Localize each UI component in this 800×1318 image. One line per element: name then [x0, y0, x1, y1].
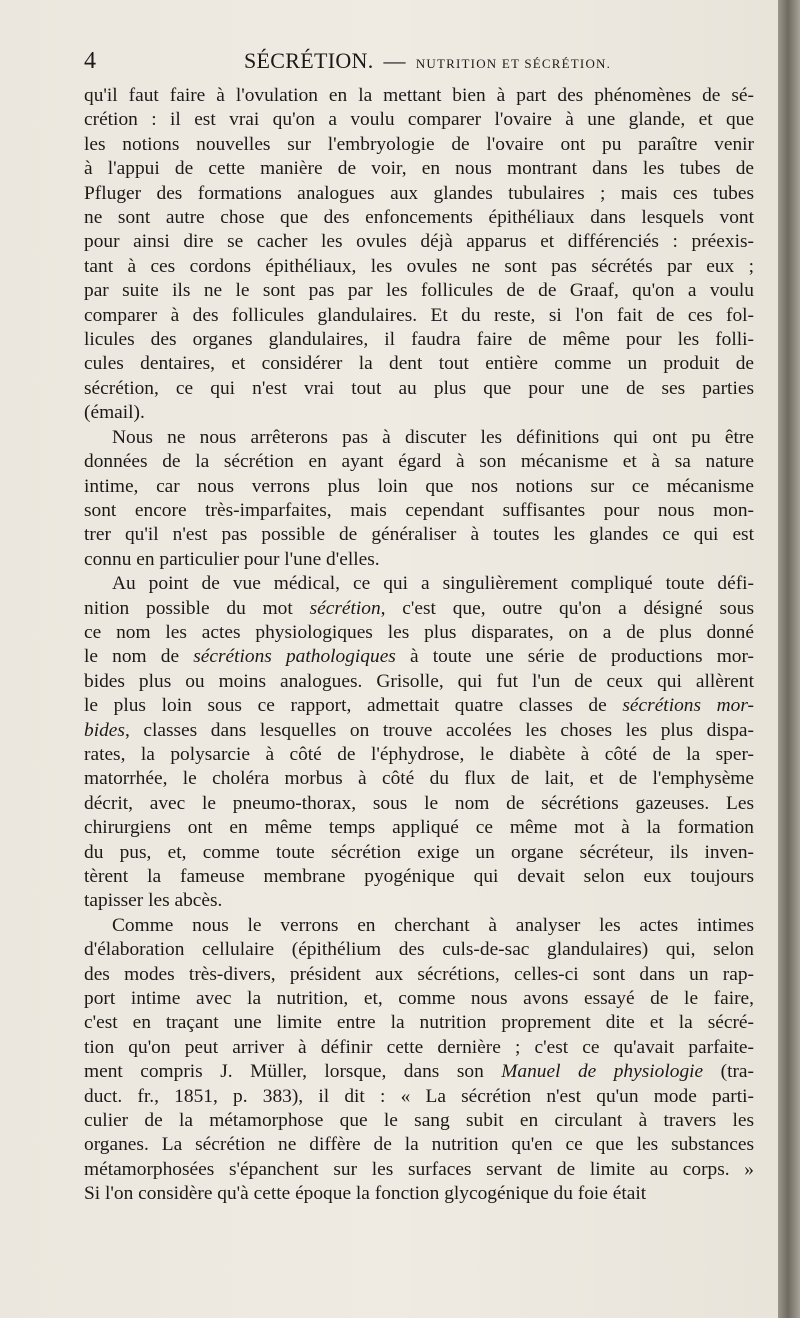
text-line: du pus, et, comme toute sécrétion exige un organe sécréteur, ils inven-	[84, 841, 754, 863]
title-dash: —	[383, 48, 406, 73]
text-line: d'élaboration cellulaire (épithélium des culs-de-sac glandulaires) qui, selon	[84, 939, 754, 961]
text-line: les notions nouvelles sur l'embryologie de l'ovaire ont pu paraître venir	[84, 133, 754, 155]
text-line: métamorphosées s'épanchent sur les surfaces servant de limite au corps. »	[84, 1158, 754, 1180]
text-line: Nous ne nous arrêterons pas à discuter les définitions qui ont pu être	[112, 426, 754, 448]
text-line: ment compris J. Müller, lorsque, dans son Manuel de physiologie (tra-	[84, 1061, 754, 1083]
italic-term: Manuel de physiologie	[501, 1061, 704, 1083]
text-line: matorrhée, le choléra morbus à côté du flux de lait, et de l'emphysème	[84, 768, 754, 790]
text-line: bides, classes dans lesquelles on trouve accolées les choses les plus dispa-	[84, 719, 754, 741]
section-subtitle: NUTRITION ET SÉCRÉTION.	[415, 56, 612, 71]
page-binding-edge	[778, 0, 800, 1318]
text-line: décrit, avec le pneumo-thorax, sous le nom de sécrétions gazeuses. Les	[84, 792, 754, 814]
text-line: qu'il faut faire à l'ovulation en la mettant bien à part des phénomènes de sé-	[84, 85, 754, 106]
text-line: le nom de sécrétions pathologiques à toute une série de productions mor-	[84, 646, 755, 668]
running-title	[244, 48, 611, 74]
body-text	[84, 84, 754, 1207]
text-line: culier de la métamorphose que le sang subit en circulant à travers les	[84, 1110, 754, 1132]
italic-term: sécrétions pathologiques	[193, 646, 396, 668]
text-line: intime, car nous verrons plus loin que nos notions sur ce mécanisme	[84, 475, 754, 497]
text-line: licules des organes glandulaires, il faudra faire de même pour les folli-	[84, 329, 754, 351]
paragraph	[84, 426, 754, 572]
paragraph	[84, 914, 754, 1207]
text-line: Si l'on considère qu'à cette époque la fonction glycogénique du foie était	[84, 1183, 647, 1205]
text-line: tant à ces cordons épithéliaux, les ovules ne sont pas sécrétés par eux ;	[84, 255, 754, 277]
paragraph	[84, 84, 754, 426]
text-line: données de la sécrétion en ayant égard à son mécanisme et à sa nature	[84, 451, 754, 473]
text-line: tapisser les abcès.	[84, 890, 223, 912]
text-line: rates, la polysarcie à côté de l'éphydrose, le diabète à côté de la sper-	[84, 743, 754, 765]
text-line: organes. La sécrétion ne diffère de la nutrition qu'en ce que les substances	[84, 1134, 754, 1156]
italic-term: bides	[84, 719, 125, 741]
text-line: ne sont autre chose que des enfoncements épithéliaux dans lesquels vont	[84, 207, 754, 229]
page-number: 4	[84, 48, 96, 74]
text-line: port intime avec la nutrition, et, comme nous avons essayé de le faire,	[84, 988, 754, 1010]
text-line: connu en particulier pour l'une d'elles.	[84, 548, 380, 570]
running-header	[84, 46, 754, 78]
text-line: le plus loin sous ce rapport, admettait quatre classes de sécrétions mor-	[84, 695, 754, 717]
italic-term: sécrétion	[309, 597, 381, 619]
text-line: pour ainsi dire se cacher les ovules déjà apparus et différenciés : préexis-	[84, 231, 754, 253]
text-line: Au point de vue médical, ce qui a singulièrement compliqué toute défi-	[112, 573, 754, 595]
text-line: chirurgiens ont en même temps appliqué ce même mot à la formation	[84, 817, 754, 839]
chapter-title: SÉCRÉTION.	[244, 48, 374, 73]
text-line: crétion : il est vrai qu'on a voulu comparer l'ovaire à une glande, et que	[84, 109, 754, 131]
text-line: tèrent la fameuse membrane pyogénique qui devait selon eux toujours	[84, 866, 754, 887]
text-line: duct. fr., 1851, p. 383), il dit : « La sécrétion n'est qu'un mode parti-	[84, 1085, 754, 1107]
text-line: sécrétion, ce qui n'est vrai tout au plus que pour une de ses parties	[84, 377, 754, 399]
text-line: des modes très-divers, président aux sécrétions, celles-ci sont dans un rap-	[84, 963, 754, 985]
text-line: ce nom les actes physiologiques les plus disparates, on a de plus donné	[84, 621, 754, 643]
text-line: à l'appui de cette manière de voir, en nous montrant dans les tubes de	[84, 158, 754, 180]
text-line: sont encore très-imparfaites, mais cependant suffisantes pour nous mon-	[84, 499, 754, 521]
text-line: trer qu'il n'est pas possible de généraliser à toutes les glandes ce qui est	[84, 524, 754, 546]
text-line: nition possible du mot sécrétion, c'est que, outre qu'on a désigné sous	[84, 597, 754, 619]
text-line: c'est en traçant une limite entre la nutrition proprement dite et la sécré-	[84, 1012, 754, 1034]
italic-term: sécrétions mor-	[622, 695, 754, 717]
text-line: (émail).	[84, 402, 145, 424]
text-line: Comme nous le verrons en cherchant à analyser les actes intimes	[112, 914, 754, 936]
text-line: comparer à des follicules glandulaires. Et du reste, si l'on fait de ces fol-	[84, 304, 754, 326]
text-line: cules dentaires, et considérer la dent tout entière comme un produit de	[84, 353, 754, 375]
paragraph	[84, 572, 754, 914]
text-line: Pfluger des formations analogues aux glandes tubulaires ; mais ces tubes	[84, 182, 754, 204]
text-line: bides plus ou moins analogues. Grisolle, qui fut l'un de ceux qui allèrent	[84, 670, 754, 692]
text-line: tion qu'on peut arriver à définir cette dernière ; c'est ce qu'avait parfaite-	[84, 1036, 754, 1058]
text-line: par suite ils ne le sont pas par les follicules de de Graaf, qu'on a voulu	[84, 280, 754, 302]
